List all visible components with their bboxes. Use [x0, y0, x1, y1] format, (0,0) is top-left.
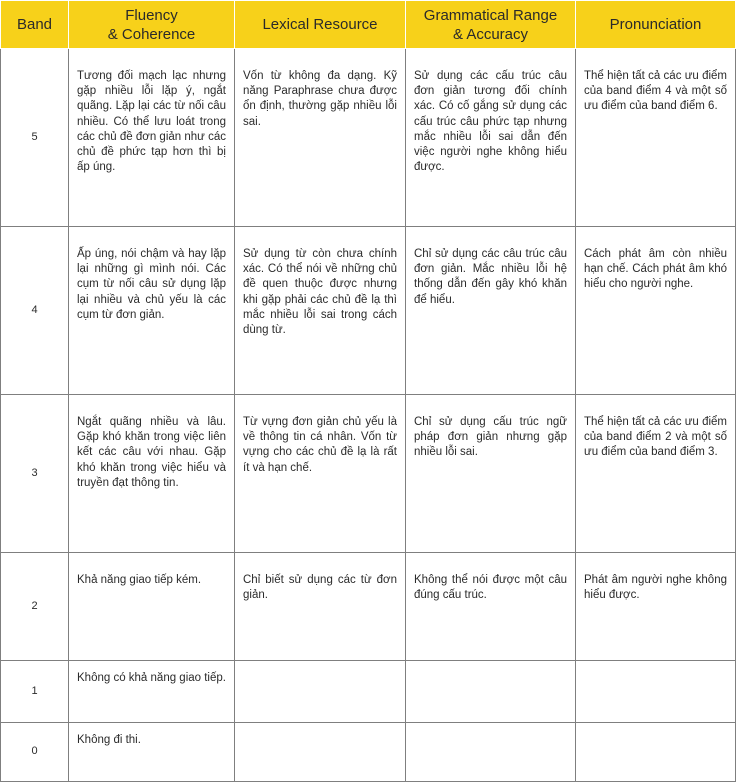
header-fluency-coherence: Fluency & Coherence: [69, 1, 235, 49]
table-row-band-3: [1, 395, 736, 553]
pronunciation-cell: [576, 661, 736, 723]
fluency-cell: Ấp úng, nói chậm và hay lặp lại những gì mình nói. Các cụm từ nối câu sử dụng lặp lại nhiều và chủ yếu là các cụm từ đơn giản.: [69, 227, 235, 395]
table-row-band-1: [1, 661, 736, 723]
band-value: 0: [1, 723, 69, 782]
fluency-cell: Ngắt quãng nhiều và lâu. Gặp khó khăn trong việc liên kết các câu với nhau. Gặp khó khăn trong việc hiểu và truyền đạt thông tin.: [69, 395, 235, 553]
header-row: [1, 1, 736, 49]
fluency-cell: Không có khả năng giao tiếp.: [69, 661, 235, 723]
table-row-band-4: [1, 227, 736, 395]
grammar-cell: [406, 661, 576, 723]
pronunciation-cell: Thể hiện tất cả các ưu điểm của band điểm 2 và một số ưu điểm của band điểm 3.: [576, 395, 736, 553]
header-band: Band: [1, 1, 69, 49]
grammar-cell: Chỉ sử dụng các câu trúc câu đơn giản. Mắc nhiều lỗi hệ thống dẫn đến gây khó khăn để hiểu.: [406, 227, 576, 395]
table-row-band-2: [1, 553, 736, 661]
lexical-cell: [235, 723, 406, 782]
header-grammatical-range-accuracy: Grammatical Range & Accuracy: [406, 1, 576, 49]
header-pronunciation: Pronunciation: [576, 1, 736, 49]
pronunciation-cell: [576, 723, 736, 782]
lexical-cell: Từ vựng đơn giản chủ yếu là về thông tin cá nhân. Vốn từ vựng cho các chủ đề lạ là rất ít và hạn chế.: [235, 395, 406, 553]
band-value: 3: [1, 395, 69, 553]
grammar-cell: Không thể nói được một câu đúng cấu trúc.: [406, 553, 576, 661]
pronunciation-cell: Cách phát âm còn nhiều hạn chế. Cách phát âm khó hiểu cho người nghe.: [576, 227, 736, 395]
band-value: 4: [1, 227, 69, 395]
band-value: 2: [1, 553, 69, 661]
lexical-cell: [235, 661, 406, 723]
lexical-cell: Sử dụng từ còn chưa chính xác. Có thể nói về những chủ đề quen thuộc được nhưng khi gặp phải các chủ đề lạ thì mắc nhiều lỗi sai trong cách dùng từ.: [235, 227, 406, 395]
table-row-band-5: [1, 49, 736, 227]
pronunciation-cell: Phát âm người nghe không hiểu được.: [576, 553, 736, 661]
fluency-cell: Không đi thi.: [69, 723, 235, 782]
fluency-cell: Khả năng giao tiếp kém.: [69, 553, 235, 661]
lexical-cell: Vốn từ không đa dạng. Kỹ năng Paraphrase chưa được ổn định, thường gặp nhiều lỗi sai.: [235, 49, 406, 227]
header-lexical-resource: Lexical Resource: [235, 1, 406, 49]
pronunciation-cell: Thể hiện tất cả các ưu điểm của band điểm 4 và một số ưu điểm của band điểm 6.: [576, 49, 736, 227]
grammar-cell: [406, 723, 576, 782]
grammar-cell: Chỉ sử dụng cấu trúc ngữ pháp đơn giản nhưng gặp nhiều lỗi sai.: [406, 395, 576, 553]
lexical-cell: Chỉ biết sử dụng các từ đơn giản.: [235, 553, 406, 661]
table-row-band-0: [1, 723, 736, 782]
fluency-cell: Tương đối mạch lạc nhưng gặp nhiều lỗi lặp ý, ngắt quãng. Lặp lại các từ nối câu nhiều. Có thể lưu loát trong các chủ đề đơn giản như các chủ đề phức tạp hơn thì bị ấp úng.: [69, 49, 235, 227]
grammar-cell: Sử dụng các cấu trúc câu đơn giản tương đối chính xác. Có cố gắng sử dụng các cấu trúc câu phức tạp nhưng mắc nhiều lỗi sai dẫn đến việc người nghe không hiểu được.: [406, 49, 576, 227]
band-value: 1: [1, 661, 69, 723]
band-value: 5: [1, 49, 69, 227]
